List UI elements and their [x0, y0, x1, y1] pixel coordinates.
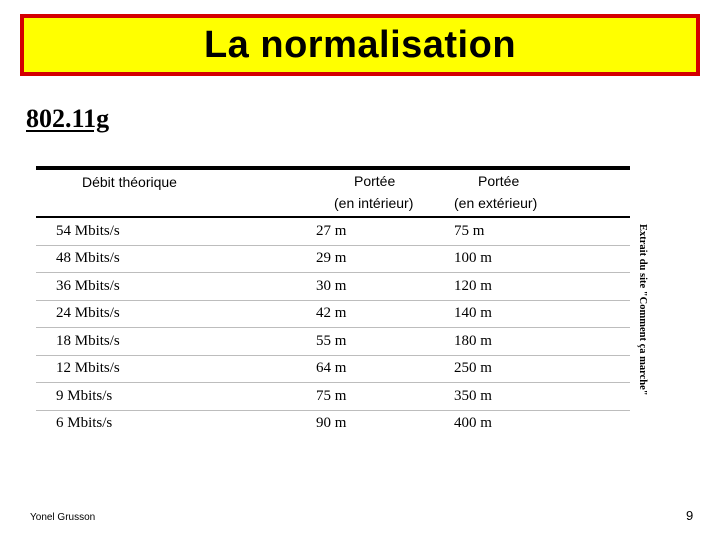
header-indoor-line1: Portée [354, 173, 396, 189]
table-row [36, 272, 630, 300]
table-row [36, 382, 630, 410]
header-indoor [226, 170, 414, 214]
cell-indoor: 90 m [316, 415, 347, 432]
cell-indoor: 64 m [316, 360, 347, 377]
header-outdoor-line2: (en extérieur) [454, 195, 538, 211]
header-outdoor-line1: Portée [478, 173, 520, 189]
cell-outdoor: 350 m [454, 387, 492, 404]
cell-rate: 24 Mbits/s [56, 305, 120, 322]
author-name: Yonel Grusson [30, 512, 96, 523]
title-banner [20, 14, 700, 76]
table-row [36, 410, 630, 438]
cell-outdoor: 140 m [454, 305, 492, 322]
cell-rate: 18 Mbits/s [56, 332, 120, 349]
cell-indoor: 29 m [316, 250, 347, 267]
cell-outdoor: 100 m [454, 250, 492, 267]
header-indoor-line2: (en intérieur) [334, 195, 414, 211]
cell-indoor: 30 m [316, 277, 347, 294]
range-table [36, 170, 630, 437]
header-outdoor [376, 170, 630, 214]
cell-indoor: 27 m [316, 222, 347, 239]
section-subtitle: 802.11g [26, 104, 110, 133]
cell-rate: 54 Mbits/s [56, 222, 120, 239]
cell-outdoor: 75 m [454, 222, 485, 239]
slide-title: La normalisation [203, 23, 517, 66]
cell-outdoor: 250 m [454, 360, 492, 377]
table-row [36, 355, 630, 383]
table-header-row [36, 170, 630, 216]
cell-rate: 48 Mbits/s [56, 250, 120, 267]
cell-outdoor: 120 m [454, 277, 492, 294]
cell-rate: 9 Mbits/s [56, 387, 113, 404]
cell-rate: 12 Mbits/s [56, 360, 120, 377]
page-number: 9 [686, 508, 694, 523]
cell-outdoor: 180 m [454, 332, 492, 349]
cell-rate: 36 Mbits/s [56, 277, 120, 294]
table-row [36, 245, 630, 273]
cell-rate: 6 Mbits/s [56, 415, 113, 432]
cell-outdoor: 400 m [454, 415, 492, 432]
header-rate: Débit théorique [82, 174, 177, 190]
table-row [36, 216, 630, 245]
table-row [36, 327, 630, 355]
table-row [36, 300, 630, 328]
cell-indoor: 75 m [316, 387, 347, 404]
source-note: Extrait du site "Comment ça marche" [637, 224, 648, 396]
cell-indoor: 55 m [316, 332, 347, 349]
cell-indoor: 42 m [316, 305, 347, 322]
